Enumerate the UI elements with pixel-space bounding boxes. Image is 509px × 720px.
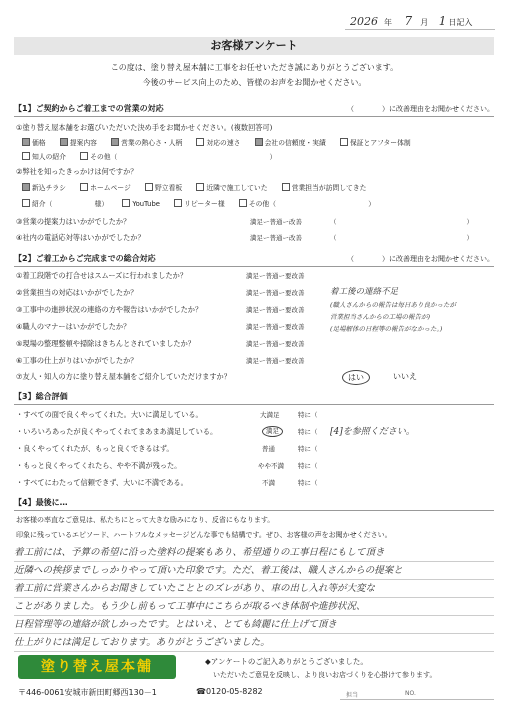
s3-item-4-tag[interactable]: やや不満 — [258, 462, 284, 470]
s3-item-2-tag[interactable]: 満足 — [262, 426, 283, 437]
q3-scale[interactable]: 満足ー普通ー改善 — [250, 218, 302, 226]
section-2-title: 【2】ご着工からご完成までの総合対応 — [14, 254, 156, 263]
checkbox-introduction[interactable]: 紹介（ — [22, 200, 52, 208]
section-3-title: 【3】総合評価 — [14, 392, 68, 401]
s2-note-3: 営業担当さんからの工場の報告が) — [330, 313, 431, 321]
checkbox-referral[interactable]: 知人の紹介 — [22, 153, 66, 161]
s2-note-2: (職人さんからの報告は毎日あり良かったが — [330, 301, 457, 309]
s2-q1-scale[interactable]: 満足ー普通ー要改善 — [246, 272, 305, 280]
year-label: 年 — [384, 18, 392, 27]
yes-option[interactable]: はい — [342, 370, 370, 385]
s4-paragraph-2: 印象に残っているエピソード、ハートフルなメッセージどんな事でも結構です。ぜひ、お客様の声をお聞かせください。 — [16, 531, 392, 539]
section-1-note: （ ）に改善理由をお聞かせください。 — [347, 105, 494, 113]
section-2-note: （ ）に改善理由をお聞かせください。 — [347, 255, 494, 263]
footer-thanks: ◆アンケートのご記入ありがとうございました。 — [205, 657, 368, 666]
date-line — [350, 14, 472, 28]
s4-line-4: ことがありました。もう少し前もって工事中にこちらが取るべき体制や進捗状況、 — [14, 599, 494, 616]
checkbox-visit[interactable]: 営業担当が訪問してきた — [282, 184, 367, 192]
q3-text: ③営業の提案力はいかがでしたか？ — [16, 217, 131, 226]
s3-item-3-tag[interactable]: 普通 — [262, 445, 275, 453]
month-label: 月 — [420, 18, 429, 27]
q2-other-close: ） — [368, 200, 375, 208]
s3-item-1-text: ・すべての面で良くやってくれた。大いに満足している。 — [16, 410, 203, 419]
s4-line-3: 着工前に営業さんからお聞きしていたこととのズレがあり、車の出し入れ等が大変な — [14, 581, 494, 598]
checkbox-icon — [111, 138, 119, 146]
s2-q4-text: ④職人のマナーはいかがでしたか？ — [16, 322, 131, 331]
s3-item-2-t: 特に（ — [298, 428, 318, 436]
q1-options-row2 — [22, 152, 276, 162]
checkbox-icon — [340, 138, 348, 146]
date-underline — [345, 29, 495, 30]
s2-q4-scale[interactable]: 満足ー普通ー要改善 — [246, 323, 305, 331]
s2-q3-text: ③工事中の進捗状況の連絡の方や報告はいかがでしたか？ — [16, 305, 203, 314]
s2-note-4: (足場解体の日程等の報告がなかった。) — [330, 325, 443, 333]
s3-item-1-t: 特に（ — [298, 411, 318, 419]
checkbox-speed[interactable]: 対応の速さ — [196, 139, 240, 147]
s4-line-6: 仕上がりには満足しております。ありがとうございました。 — [14, 635, 494, 652]
tanto-label: 担当 — [346, 692, 359, 699]
checkbox-flyer[interactable]: 新込チラシ — [22, 184, 66, 192]
s3-item-5-tag[interactable]: 不満 — [262, 479, 275, 487]
checkbox-other2[interactable]: その他（ — [239, 200, 276, 208]
checkbox-icon — [239, 199, 247, 207]
s4-line-2: 近隣への挨拶までしっかりやって頂いた印象です。ただ、着工後は、職人さんからの提案と — [14, 563, 494, 580]
s2-q7-text: ⑦友人・知人の方に塗り替え屋本舗をご紹介していただけますか？ — [16, 372, 231, 381]
q1-options-row1 — [22, 138, 411, 148]
s3-item-4-text: ・もっと良くやってくれたら、やや不満が残った。 — [16, 461, 182, 470]
checkbox-proposal[interactable]: 提案内容 — [60, 139, 97, 147]
s3-note: [4]を参照ください。 — [330, 427, 415, 437]
checkbox-warranty[interactable]: 保証とアフター体制 — [340, 139, 411, 147]
no-option[interactable]: いいえ — [393, 372, 417, 381]
section-3-header — [14, 390, 494, 405]
s3-item-2-text: ・いろいろあったが良くやってくれてまあまあ満足している。 — [16, 427, 218, 436]
section-1-title: 【1】ご契約からご着工までの営業の対応 — [14, 104, 164, 113]
q4-text: ④社内の電話応対等はいかがでしたか？ — [16, 233, 145, 242]
s2-q5-text: ⑤現場の整理整頓や掃除はきちんとされていましたか？ — [16, 339, 195, 348]
s2-q1-text: ①着工段階での打合せはスムーズに行われましたか？ — [16, 271, 188, 280]
checkbox-icon — [145, 183, 153, 191]
checkbox-price[interactable]: 価格 — [22, 139, 46, 147]
checkbox-other[interactable]: その他（ — [80, 153, 117, 161]
s2-q5-scale[interactable]: 満足ー普通ー要改善 — [246, 340, 305, 348]
checkbox-trust[interactable]: 会社の信頼度・実績 — [255, 139, 326, 147]
checkbox-icon — [196, 183, 204, 191]
s3-item-3-t: 特に（ — [298, 445, 318, 453]
q4-paren: （ ） — [330, 234, 473, 242]
footer-address: 〒446-0061安城市新田町郷西130－1 — [18, 688, 157, 697]
section-2-header — [14, 252, 494, 267]
day-label: 日記入 — [448, 18, 473, 27]
q2-text: ②弊社を知ったきっかけは何ですか？ — [16, 167, 138, 176]
s3-item-5-text: ・すべてにわたって信頼できず、大いに不満である。 — [16, 478, 188, 487]
checkbox-icon — [196, 138, 204, 146]
day-handwritten: 1 — [438, 14, 447, 28]
no-label: NO. — [405, 690, 416, 697]
q3-paren: （ ） — [330, 218, 473, 226]
s4-line-1: 着工前には、予算の希望に沿った塗料の提案もあり、希望通りの工事日程にもして頂き — [14, 545, 494, 562]
checkbox-icon — [122, 199, 130, 207]
company-logo: 塗り替え屋本舗 — [18, 655, 176, 679]
checkbox-icon — [22, 152, 30, 160]
checkbox-icon — [80, 152, 88, 160]
footer-tel: ☎0120-05-8282 — [196, 687, 263, 696]
s4-paragraph-1: お客様の率直なご意見は、私たちにとって大きな励みになり、反省にもなります。 — [16, 516, 275, 524]
q1-other-close: ） — [269, 153, 277, 161]
year-handwritten: 2026 — [350, 15, 378, 28]
s2-note-1: 着工後の連絡不足 — [330, 287, 399, 297]
checkbox-sales[interactable]: 営業の熱心さ・人柄 — [111, 139, 182, 147]
s3-item-5-t: 特に（ — [298, 479, 318, 487]
checkbox-icon — [22, 138, 30, 146]
section-4-title: 【4】最後に… — [14, 498, 68, 507]
q2-options-row2 — [22, 199, 375, 209]
intro-line-2: 今後のサービス向上のため、皆様のお声をお聞かせください。 — [142, 78, 367, 87]
checkbox-homepage[interactable]: ホームページ — [80, 184, 131, 192]
checkbox-icon — [282, 183, 290, 191]
q4-scale[interactable]: 満足ー普通ー改善 — [250, 234, 302, 242]
s2-q6-scale[interactable]: 満足ー普通ー要改善 — [246, 357, 305, 365]
page-title: お客様アンケート — [14, 37, 494, 55]
s2-q3-scale[interactable]: 満足ー普通ー要改善 — [246, 306, 305, 314]
section-4-header — [14, 496, 494, 511]
s3-item-1-tag[interactable]: 大満足 — [260, 411, 280, 419]
footer-thanks-2: いただいたご意見を反映し、より良いお店づくりを心掛けて参ります。 — [213, 671, 437, 679]
s2-q2-text: ②営業担当の対応はいかがでしたか？ — [16, 288, 138, 297]
q1-text: ①塗り替え屋本舗をお選びいただいた決め手をお聞かせください。(複数回答可) — [16, 123, 273, 132]
s2-q6-text: ⑥工事の仕上がりはいかがでしたか？ — [16, 356, 138, 365]
checkbox-icon — [174, 199, 182, 207]
q2-options-row1 — [22, 183, 366, 193]
checkbox-icon — [255, 138, 263, 146]
introduction-sama: 様） — [94, 200, 109, 208]
checkbox-icon — [80, 183, 88, 191]
intro-line-1: この度は、塗り替え屋本舗に工事をお任せいただき誠にありがとうございます。 — [110, 63, 399, 72]
checkbox-icon — [22, 199, 30, 207]
s4-line-5: 日程管理等の連絡が欲しかったです。とはいえ、とても綺麗に仕上げて頂き — [14, 617, 494, 634]
month-handwritten: 7 — [404, 14, 413, 28]
section-1-header — [14, 102, 494, 117]
s3-item-3-text: ・良くやってくれたが、もっと良くできるはず。 — [16, 444, 174, 453]
s3-item-4-t: 特に（ — [298, 462, 318, 470]
tanto-underline — [340, 699, 494, 700]
checkbox-repeater[interactable]: リピーター様 — [174, 200, 225, 208]
checkbox-icon — [60, 138, 68, 146]
checkbox-signboard[interactable]: 野立看板 — [145, 184, 182, 192]
s2-q2-scale[interactable]: 満足ー普通ー要改善 — [246, 289, 305, 297]
checkbox-icon — [22, 183, 30, 191]
checkbox-youtube[interactable]: YouTube — [122, 200, 160, 208]
checkbox-nearby[interactable]: 近隣で施工していた — [196, 184, 267, 192]
